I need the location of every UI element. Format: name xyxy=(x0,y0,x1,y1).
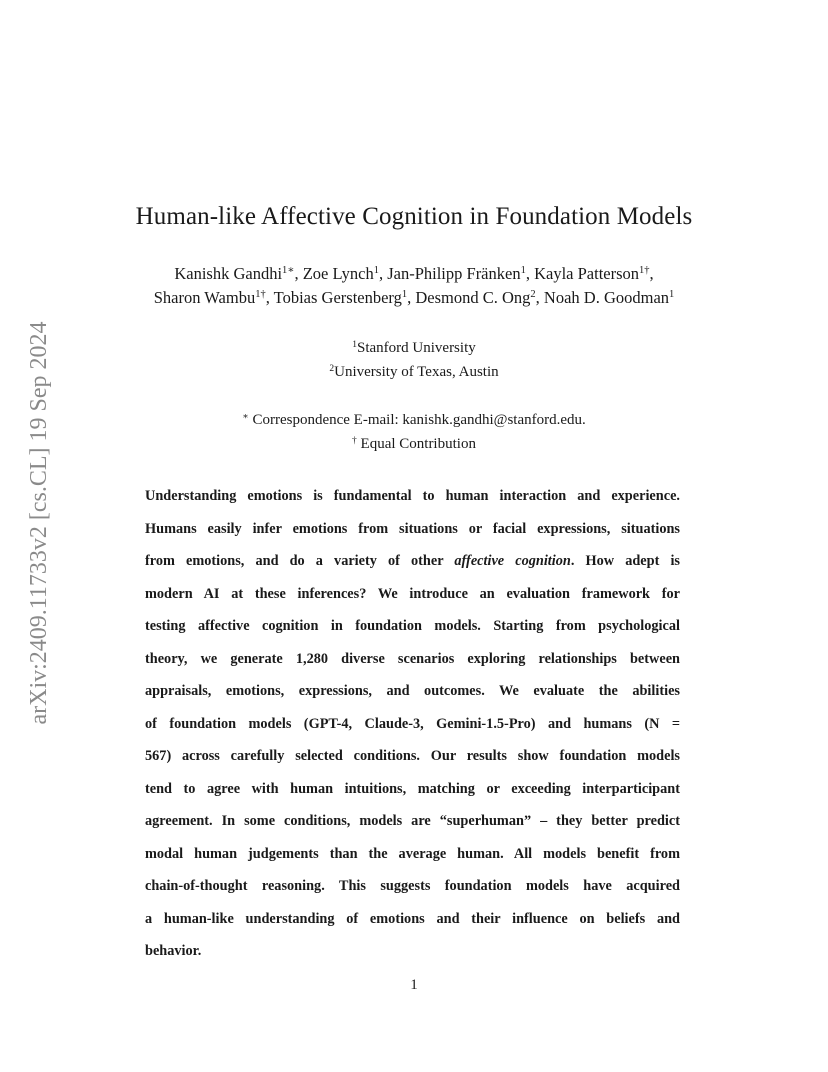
abstract-emphasis: affective cognition xyxy=(454,553,571,569)
affiliation-name: University of Texas, Austin xyxy=(334,364,499,380)
author-name: Kanishk Gandhi xyxy=(174,264,283,283)
author-affiliation-mark: 1 xyxy=(401,289,408,300)
author xyxy=(387,264,534,283)
author-name: Sharon Wambu xyxy=(153,288,256,307)
author-separator: , xyxy=(535,288,544,307)
note-text: Correspondence E-mail: kanishk.gandhi@stanford.edu. xyxy=(248,412,586,428)
abstract-line: a human-like understanding of emotions and their influence on beliefs and xyxy=(145,910,680,927)
affiliation-mark: 1 xyxy=(352,340,357,350)
author-name: Desmond C. Ong xyxy=(415,288,531,307)
affiliation xyxy=(0,360,828,384)
abstract-line-tail: . How adept is xyxy=(570,553,680,569)
abstract-line: theory, we generate 1,280 diverse scenarios exploring relationships between xyxy=(145,650,680,667)
equal-contribution-note xyxy=(0,432,828,456)
author xyxy=(544,288,674,307)
author-notes xyxy=(0,408,828,456)
abstract-line: testing affective cognition in foundation models. Starting from psychological xyxy=(145,618,680,634)
abstract-line: 567) across carefully selected conditions. Our results show foundation models xyxy=(145,748,680,764)
abstract xyxy=(145,480,680,968)
author-affiliation-mark: 1 xyxy=(520,265,526,276)
paper-title: Human-like Affective Cognition in Foundation Models xyxy=(135,203,693,230)
author-separator: , xyxy=(649,264,654,283)
author-separator: , xyxy=(525,264,535,283)
abstract-line xyxy=(145,545,680,578)
author-list xyxy=(60,262,768,310)
note-mark: † xyxy=(352,436,357,446)
abstract-line: appraisals, emotions, expressions, and outcomes. We evaluate the abilities xyxy=(145,683,680,699)
abstract-line: behavior. xyxy=(145,943,202,959)
affiliation-mark: 2 xyxy=(329,364,335,374)
abstract-line: chain-of-thought reasoning. This suggests foundation models have acquired xyxy=(145,878,680,894)
author-affiliation-mark: 1† xyxy=(255,289,266,300)
abstract-line: Humans easily infer emotions from situations or facial expressions, situations xyxy=(145,520,680,537)
author-affiliation-mark: 1 xyxy=(669,289,675,300)
author-affiliation-mark: 1† xyxy=(639,265,650,276)
abstract-line: modern AI at these inferences? We introduce an evaluation framework for xyxy=(145,585,680,602)
author-separator: , xyxy=(407,288,416,307)
author xyxy=(303,264,388,283)
author-affiliation-mark: 1∗ xyxy=(282,265,295,276)
note-text: Equal Contribution xyxy=(356,436,476,452)
author-name: Tobias Gerstenberg xyxy=(273,288,402,307)
page-number: 1 xyxy=(410,977,418,993)
abstract-line: tend to agree with human intuitions, matching or exceeding interparticipant xyxy=(145,780,680,797)
author-name: Kayla Patterson xyxy=(534,264,640,283)
author-name: Zoe Lynch xyxy=(302,264,374,283)
abstract-line-head: from emotions, and do a variety of other xyxy=(145,553,444,569)
author-name: Jan-Philipp Fränken xyxy=(387,264,521,283)
author-separator: , xyxy=(265,288,274,307)
author-affiliation-mark: 2 xyxy=(530,289,536,300)
abstract-line: Understanding emotions is fundamental to human interaction and experience. xyxy=(145,488,680,504)
abstract-line: modal human judgements than the average human. All models benefit from xyxy=(145,845,680,862)
author xyxy=(154,288,274,307)
affiliation xyxy=(0,336,828,360)
author xyxy=(415,288,544,307)
author xyxy=(274,288,416,307)
note-mark: ∗ xyxy=(242,412,249,422)
author-separator: , xyxy=(378,264,388,283)
author xyxy=(534,264,654,283)
author-separator: , xyxy=(294,264,303,283)
author xyxy=(174,264,302,283)
author-affiliation-mark: 1 xyxy=(373,265,379,276)
correspondence-note xyxy=(0,408,828,432)
affiliations xyxy=(0,336,828,384)
arxiv-watermark-text: arXiv:2409.11733v2 [cs.CL] 19 Sep 2024 xyxy=(26,321,52,725)
author-name: Noah D. Goodman xyxy=(543,288,670,307)
affiliation-name: Stanford University xyxy=(357,340,476,356)
abstract-line: agreement. In some conditions, models are “superhuman” – they better predict xyxy=(145,813,680,829)
abstract-line: of foundation models (GPT-4, Claude-3, Gemini-1.5-Pro) and humans (N = xyxy=(145,715,680,732)
